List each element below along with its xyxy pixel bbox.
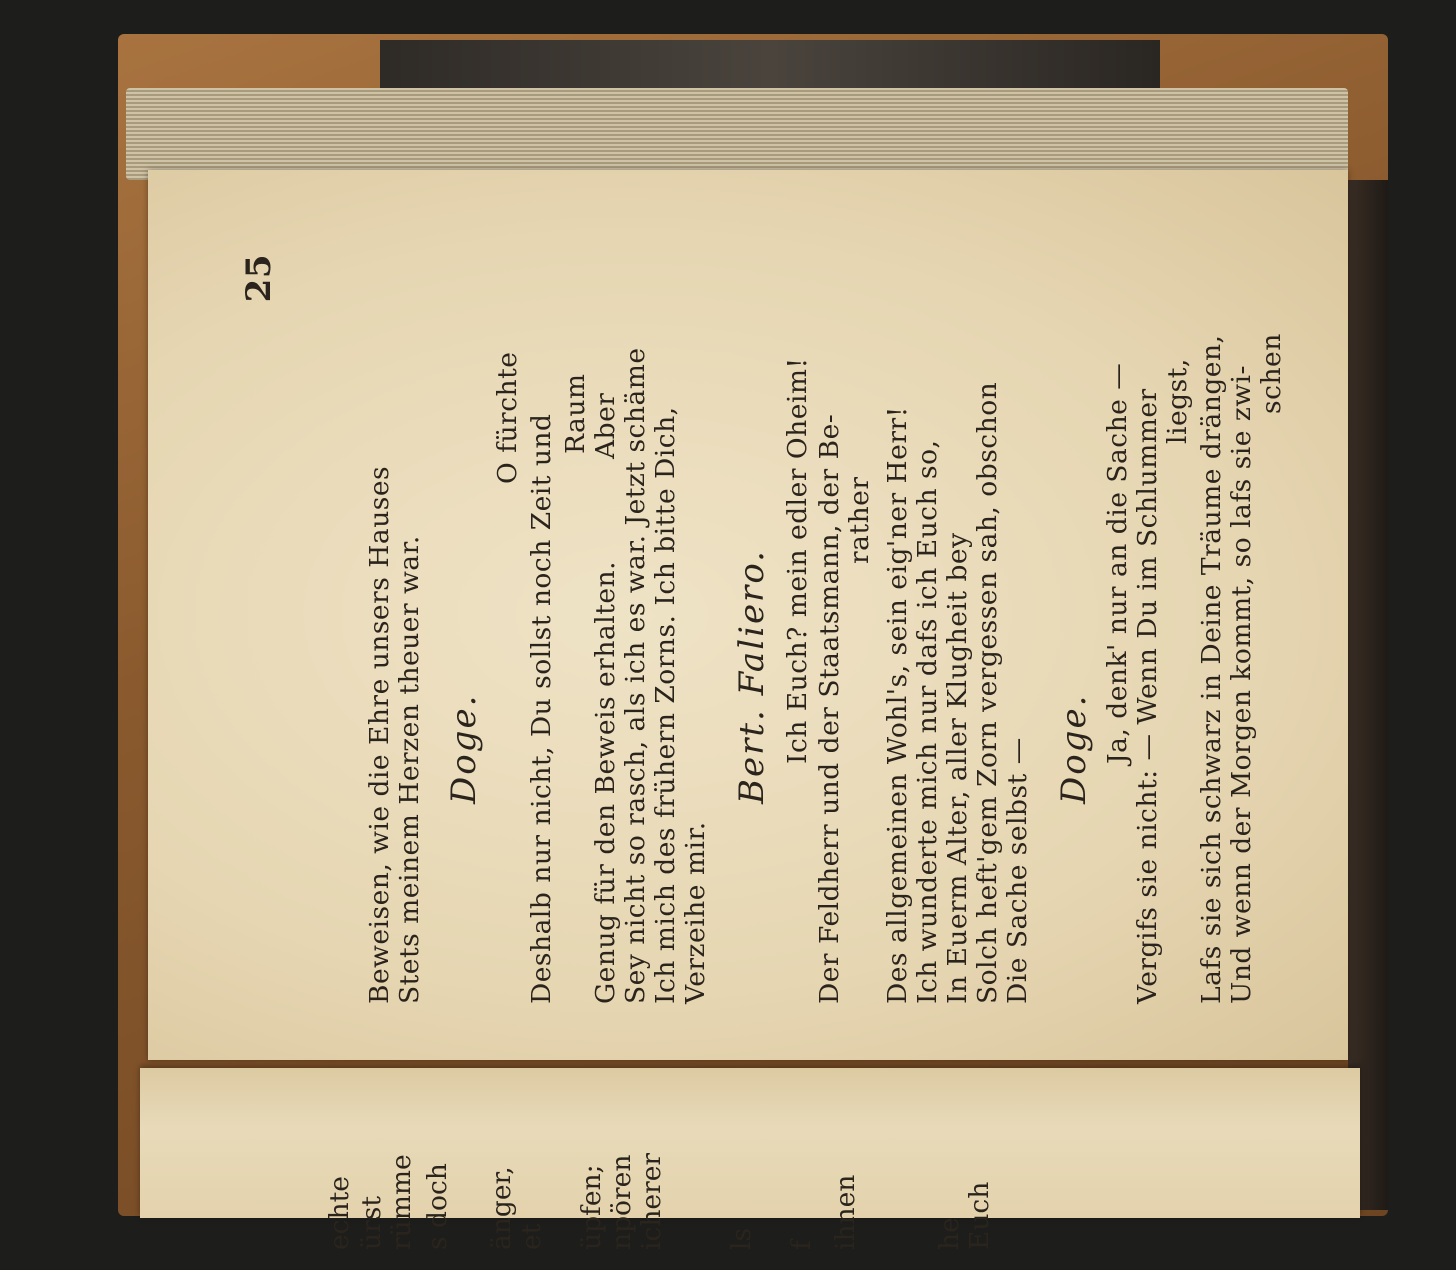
text-line: schen [1256,333,1287,414]
text-line: rather [844,476,875,564]
page-text [239,224,1287,1004]
text-fragment: echte [324,1176,355,1250]
text-line: liegst, [1162,358,1193,444]
text-line: Und wenn der Morgen kommt, so lafs sie zwi- [1226,365,1257,1004]
text-fragment: he [934,1217,965,1250]
text-fragment: ls [726,1227,757,1250]
text-line: Lafs sie sich schwarz in Deine Träume drängen, [1196,334,1227,1004]
text-line: Ja, denk' nur an die Sache — [1102,362,1133,764]
text-fragment: s doch [422,1163,453,1250]
text-fragment: f [786,1240,817,1250]
text-line: Stets meinem Herzen theuer war. [394,535,425,1004]
text-line: Ich Euch? mein edler Oheim! [782,357,813,764]
text-line: In Euerm Alter, aller Klugheit bey [942,532,973,1004]
text-fragment: ürst [356,1196,387,1250]
text-fragment: et [516,1223,547,1250]
text-line: Raum [560,373,591,454]
text-line: Des allgemeinen Wohl's, sein eig'ner Herr! [882,406,913,1004]
text-line: Deshalb nur nicht, Du sollst noch Zeit und [526,413,557,1004]
text-line: Beweisen, wie die Ehre unsers Hauses [364,465,395,1004]
text-line: Sey nicht so rasch, als ich es war. Jetzt schäme [620,347,651,1004]
text-line: Aber [590,392,621,459]
text-fragment: ihnen [830,1174,861,1250]
previous-page-text [249,1070,1209,1270]
speaker-name: Doge. [444,693,484,804]
page-number: 25 [239,254,279,303]
text-line: Solch heft'gem Zorn vergessen sah, obschon [972,381,1003,1004]
text-fragment: npören [606,1154,637,1250]
text-line: Verzeihe mir. [680,821,711,1004]
text-fragment: icherer [636,1152,667,1250]
text-line: Ich wunderte mich nur dafs ich Euch so, [912,439,943,1004]
text-fragment: üpfen; [576,1164,607,1250]
speaker-name: Bert. Faliero. [732,549,772,804]
speaker-name: Doge. [1054,693,1094,804]
book-spine [1348,180,1388,1210]
cover-leather-strip [380,40,1160,92]
text-fragment: Euch [964,1181,995,1250]
text-line: Die Sache selbst — [1002,737,1033,1004]
text-line: O fürchte [492,351,523,484]
text-line: Der Feldherr und der Staatsmann, der Be- [814,413,845,1004]
text-line: Vergifs sie nicht: — Wenn Du im Schlummer [1132,388,1163,1004]
page-edges [126,88,1348,180]
text-line: Genug für den Beweis erhalten. [590,560,621,1004]
text-fragment: rümme [386,1154,417,1250]
text-line: Ich mich des frühern Zorns. Ich bitte Dich, [650,406,681,1004]
text-fragment: änger, [486,1166,517,1250]
